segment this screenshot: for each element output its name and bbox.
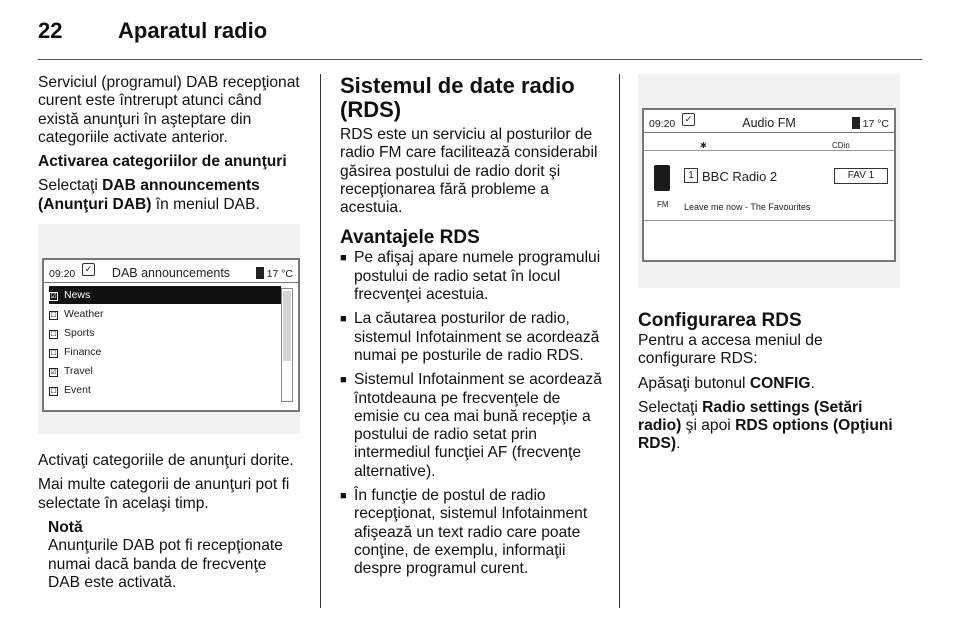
paragraph: Pentru a accesa meniul de configurare RDS: — [638, 332, 823, 368]
fav-button[interactable]: FAV 1 — [834, 168, 888, 184]
checkbox-icon: ☐ — [50, 388, 57, 396]
checkbox-icon: ☐ — [50, 312, 57, 320]
fm-screen-figure — [638, 74, 900, 288]
list-item[interactable]: ☐ Weather — [50, 308, 104, 321]
note — [38, 519, 300, 592]
note-title: Notă — [48, 518, 83, 536]
list-item: ■ În funcţie de postul de radio recepţionat, sistemul Infotainment afişează un text radio care poate conţine, de exemplu, informaţii despre programul curent. — [340, 487, 602, 578]
list-item[interactable]: ☑ News — [49, 286, 281, 304]
station-name: BBC Radio 2 — [702, 169, 778, 184]
temperature: 17 °C — [852, 115, 889, 133]
column-2 — [340, 74, 602, 585]
battery-icon — [852, 117, 860, 129]
temperature: 17 °C — [256, 265, 293, 283]
list-item[interactable]: ☐ Event — [50, 384, 91, 397]
section-heading: Activarea categoriilor de anunţuri — [38, 153, 287, 171]
list-item[interactable]: ☑ Travel — [50, 365, 93, 378]
checkbox-icon: ☐ — [50, 331, 57, 339]
checkbox-icon: ☐ — [50, 350, 57, 358]
screen-title: DAB announcements — [111, 266, 231, 281]
header-rule — [38, 59, 922, 60]
info-separator — [644, 150, 894, 151]
column-1 — [38, 74, 300, 592]
paragraph: Mai multe categorii de anunţuri pot fi selectate în acelaşi timp. — [38, 476, 290, 512]
screen-status-bar — [644, 110, 894, 133]
checkbox-icon: ☑ — [50, 369, 57, 377]
dab-screen-figure — [38, 224, 300, 434]
list-item: ■ Pe afişaj apare numele programului postului de radio setat în locul frecvenţei acestuia. — [340, 249, 602, 304]
screen-title: Audio FM — [742, 116, 796, 130]
radio-text: Leave me now - The Favourites — [684, 202, 811, 212]
battery-icon — [256, 267, 264, 279]
note-text: Anunţurile DAB pot fi recepţionate numai dacă banda de frecvenţe DAB este activată. — [48, 537, 283, 591]
paragraph: Serviciul (programul) DAB recepţionat curent este întrerupt atunci când există anunţuri în aşteptare din categoriile activate anterior. — [38, 74, 300, 146]
scrollbar[interactable] — [281, 288, 293, 402]
bluetooth-icon: ✱ — [700, 141, 707, 150]
checkbox-icon: ☑ — [50, 293, 57, 301]
subheading: Configurarea RDS — [638, 310, 802, 331]
page-header — [0, 0, 960, 58]
column-3 — [638, 74, 900, 460]
bullet-list — [340, 249, 602, 578]
band-label: FM — [657, 200, 669, 209]
screen-status-bar — [44, 260, 298, 283]
check-icon: ✓ — [682, 113, 695, 126]
paragraph: Selectaţi Radio settings (Setări radio) şi apoi RDS options (Opţiuni RDS). — [638, 398, 893, 453]
list-item[interactable]: ☐ Sports — [50, 327, 95, 340]
paragraph: RDS este un serviciu al posturilor de radio FM care facilitează considerabil găsirea postului de radio dorit şi recepţionarea fără probleme a acestuia. — [340, 126, 598, 217]
dab-announcements-screen — [42, 258, 300, 412]
paragraph: Selectaţi DAB announcements (Anunţuri DAB) în meniul DAB. — [38, 177, 260, 213]
clock: 09:20 — [49, 268, 76, 281]
clock: 09:20 — [649, 118, 676, 130]
preset-number: 1 — [684, 168, 698, 183]
column-divider — [320, 74, 321, 608]
page-number: 22 — [38, 18, 63, 43]
list-item[interactable]: ☐ Finance — [50, 346, 102, 359]
radio-antenna-icon — [654, 165, 670, 191]
paragraph: Activaţi categoriile de anunţuri dorite. — [38, 452, 294, 470]
list-item: ■ La căutarea posturilor de radio, sistemul Infotainment se acordează numai pe posturile de radio RDS. — [340, 310, 602, 365]
list-item: ■ Sistemul Infotainment se acordează întotdeauna pe frecvenţele de emisie cu cea mai bună recepţie a postului de radio setat prin intermediul funcţiei AF (frecvenţe alternative). — [340, 371, 602, 481]
column-divider — [619, 74, 620, 608]
section-title: Sistemul de date radio (RDS) — [340, 73, 575, 122]
check-icon: ✓ — [82, 263, 95, 276]
page-title: Aparatul radio — [118, 18, 268, 43]
scrollbar-thumb[interactable] — [283, 291, 291, 361]
audio-fm-screen — [642, 108, 896, 262]
source-label: CDin — [832, 141, 850, 150]
info-separator — [644, 220, 894, 221]
subheading: Avantajele RDS — [340, 227, 480, 249]
paragraph: Apăsaţi butonul CONFIG. — [638, 374, 815, 392]
